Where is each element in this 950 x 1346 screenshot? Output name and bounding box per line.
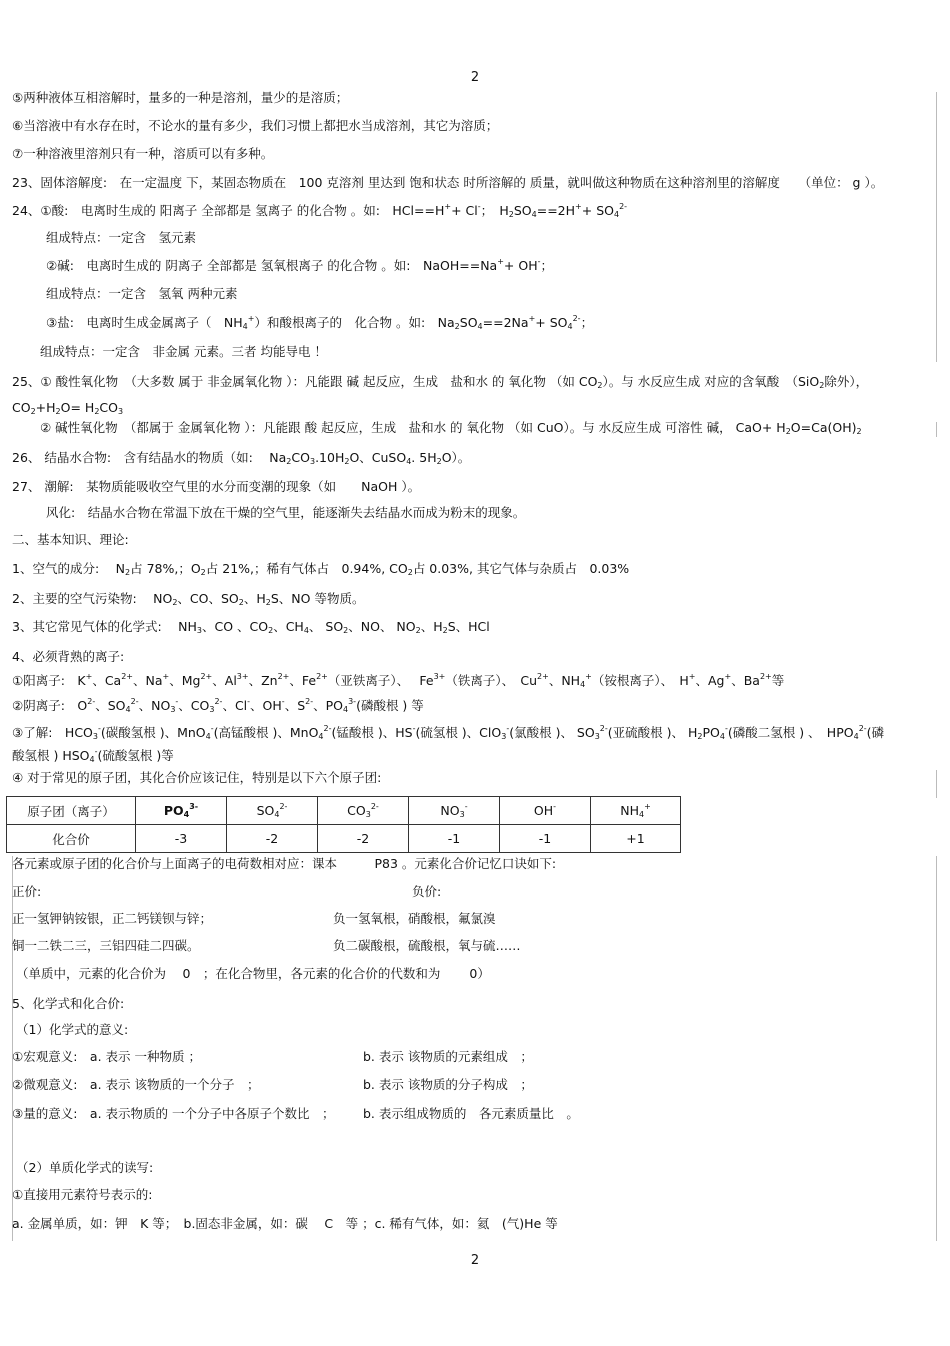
text-run: 、CH <box>273 619 304 634</box>
page-number-top: 2 <box>470 70 480 85</box>
text-run: (氯酸根 )、 SO <box>509 725 595 740</box>
text-run: 、NH <box>548 673 581 688</box>
text-run: 、PO <box>313 698 343 713</box>
text-run: 占 21%,；稀有气体占 0.94%, CO <box>205 561 408 576</box>
text-run: (碳酸氢根 )、MnO <box>100 725 206 740</box>
carbonic-acid-equation: $CO_2+H_2O= H_2CO_3$ <box>12 400 124 416</box>
text-run: 、SO <box>95 698 126 713</box>
section-heading: 二、基本知识、理论: <box>12 532 129 547</box>
text-run: 1、空气的成分: N <box>12 561 125 576</box>
text-run: ③了解: HCO <box>12 725 93 740</box>
text-run: ② 碱性氧化物 （都属于 金属氧化物 ）：凡能跟 酸 起反应，生成 盐和水 的 氧化物 （如 CuO）。与 水反应生成 可溶性 碱， CaO+ H <box>40 420 786 435</box>
text-run: 、Na <box>133 673 163 688</box>
text-run: (高锰酸根 )、MnO <box>213 725 319 740</box>
text-run: . 5H <box>411 450 437 465</box>
text-run: (亚硫酸根 )、 H <box>607 725 698 740</box>
text-line: （单质中，元素的化合价为 0 ；在化合物里，各元素的化合价的代数和为 0） <box>16 966 490 981</box>
text-run: S、HCl <box>447 619 490 634</box>
text-run: 、Ag <box>695 673 725 688</box>
text-run: 、Ba <box>731 673 760 688</box>
text-run: O）。 <box>441 450 471 465</box>
text-line: 4、必须背熟的离子: <box>12 649 125 664</box>
text-line: 铜一二铁二三，三铝四硅二四碳。 <box>12 938 200 953</box>
text-run: ②阴离子: O <box>12 698 88 713</box>
text-run: 25、① 酸性氧化物 （大多数 属于 非金属氧化物 ）：凡能跟 碱 起反应，生成 盐和水 的 氧化物 （如 CO <box>12 374 598 389</box>
base-definition: ②碱: 电离时生成的 阴离子 全部都是 氢氧根离子 的化合物 。如: NaOH==Na++ OH-； <box>46 257 554 273</box>
text-run: 、S <box>284 698 306 713</box>
text-line: 负一氢氧根，硝酸根，氟氯溴 <box>333 911 496 926</box>
text-run: O= H <box>60 400 95 415</box>
text-run: CO <box>291 450 310 465</box>
text-run: 酸氢根 ) HSO <box>12 748 90 763</box>
text-line: 组成特点：一定含 氢元素 <box>46 230 197 245</box>
text-run: （铵根离子）、 H <box>591 673 689 688</box>
text-run: 除外）， <box>824 374 869 389</box>
text-run: 、H <box>243 591 266 606</box>
text-line: a. 金属单质，如：钾 K 等； b.固态非金属，如：碳 C 等 ；c. 稀有气体，如：氦 (气)He 等 <box>12 1216 558 1231</box>
text-line: ⑥当溶液中有水存在时，不论水的量有多少，我们习惯上都把水当成溶剂，其它为溶质； <box>12 118 499 133</box>
text-run: ①阳离子: K <box>12 673 86 688</box>
text-line: 风化: 结晶水合物在常温下放在干燥的空气里，能逐渐失去结晶水而成为粉末的现象。 <box>46 505 526 520</box>
text-run: SO <box>513 203 532 218</box>
text-run: ； <box>580 315 594 330</box>
table-header-cell: OH- <box>500 797 591 825</box>
text-run: 、NO、 NO <box>348 619 416 634</box>
text-run: + SO <box>581 203 614 218</box>
text-run: 、H <box>420 619 443 634</box>
hydrate-definition: 26、 结晶水合物: 含有结晶水的物质（如: $Na_2CO_3.10H_2O$、CuSO$_4$. $5H_2O$）。 <box>12 450 471 466</box>
table-cell: 化合价 <box>7 825 136 853</box>
table-header-cell: $NH_4^+$ <box>591 797 681 825</box>
text-run: ②碱: 电离时生成的 阴离子 全部都是 氢氧根离子 的化合物 。如: NaOH==Na <box>46 258 498 273</box>
text-run: 、NO <box>138 698 171 713</box>
text-line: ⑦一种溶液里溶剂只有一种，溶质可以有多种。 <box>12 146 274 161</box>
table-cell: -3 <box>136 825 227 853</box>
text-run: 、Mg <box>169 673 201 688</box>
text-run: O=Ca(OH) <box>790 420 857 435</box>
anions-line: ②阴离子: $O^{2-}$、$SO_4^{2-}$、$NO_3^-$、$CO_3^{2-}$、Cl-、OH-、$S^{2-}$、$PO_4^{3-}$(磷酸根 ) 等 <box>12 697 424 714</box>
other-ions-line-2: 酸氢根 ) $HSO_4^-$(硫酸氢根 )等 <box>12 747 174 764</box>
text-run: ）。与 水反应生成 对应的含氧酸 （SiO <box>602 374 820 389</box>
text-line: b. 表示 该物质的元素组成 ； <box>363 1049 533 1064</box>
air-composition: 1、空气的成分: $N_2$占 78%,；$O_2$占 21%,；稀有气体占 0.94%, $CO_2$占 0.03%, 其它气体与杂质占 0.03% <box>12 561 630 577</box>
text-run: 、Cl <box>222 698 248 713</box>
text-line: ⑤两种液体互相溶解时，量多的一种是溶剂，量少的是溶质； <box>12 90 349 105</box>
text-run: 占 78%,；O <box>130 561 201 576</box>
text-line: ②微观意义: a. 表示 该物质的一个分子 ； <box>12 1077 260 1092</box>
text-run: 3、其它常见气体的化学式: NH <box>12 619 197 634</box>
text-run: O、CuSO <box>349 450 407 465</box>
table-header-cell: $NO_3^-$ <box>409 797 500 825</box>
text-run: ③盐: 电离时生成金属离子（ NH <box>46 315 243 330</box>
text-run: S、NO 等物质。 <box>270 591 365 606</box>
gas-formulas: 3、其它常见气体的化学式: $NH_3$、CO 、$CO_2$、$CH_4$、 $SO_2$、NO、 $NO_2$、$H_2S$、HCl <box>12 619 490 635</box>
basic-oxide: ② 碱性氧化物 （都属于 金属氧化物 ）：凡能跟 酸 起反应，生成 盐和水 的 氧化物 （如 CuO）。与 水反应生成 可溶性 碱， $CaO+ H_2O=Ca(OH)_2$ <box>40 420 862 436</box>
text-line: ①宏观意义: a. 表示 一种物质 ； <box>12 1049 201 1064</box>
scan-rule <box>936 92 937 362</box>
text-line: ①直接用元素符号表示的: <box>12 1187 153 1202</box>
other-ions-line: ③了解: $HCO_3^-$(碳酸氢根 )、MnO$_4$-(高锰酸根 )、MnO$_4^{2-}$(锰酸根 )、HS-(硫氢根 )、ClO$_3$-(氯酸根 )、 $SO_3^{2-}$(亚硫酸根 )、 $H_2PO_4^-$(磷酸二氢根 ) 、 $HPO_4^{2-}$(磷 <box>12 724 885 741</box>
salt-definition: ③盐: 电离时生成金属离子（ $NH_4^+$）和酸根离子的 化合物 。如: $Na_2SO_4==2Na^++ SO_4^{2-}$； <box>46 314 594 331</box>
text-run: (硫酸氢根 )等 <box>97 748 174 763</box>
scan-rule <box>936 422 937 437</box>
text-run: .10H <box>315 450 345 465</box>
text-run: 、 SO <box>308 619 344 634</box>
table-header-cell: $SO_4^{2-}$ <box>227 797 318 825</box>
acid-definition: 24、①酸: 电离时生成的 阳离子 全部都是 氢离子 的化合物 。如: HCl==H++ Cl-； $H_2SO_4==2H^++ SO_4^{2-}$ <box>12 202 628 219</box>
text-line: ④ 对于常见的原子团，其化合价应该记住，特别是以下六个原子团: <box>12 770 382 785</box>
text-run: 、CO 、CO <box>201 619 269 634</box>
text-line: 负二碳酸根，硫酸根，氧与硫…… <box>333 938 521 953</box>
table-header-cell: $PO_4^{3-}$ <box>136 797 227 825</box>
text-run: 占 0.03%, 其它气体与杂质占 0.03% <box>412 561 630 576</box>
text-run: SO <box>459 315 478 330</box>
text-run: +H <box>35 400 56 415</box>
cations-line: ①阳离子: K+、$Ca^{2+}$、Na+、$Mg^{2+}$、$Al^{3+}$、$Zn^{2+}$、$Fe^{2+}$（亚铁离子）、 $Fe^{3+}$（铁离子）、 $Cu^{2+}$、$NH_4^+$（铵根离子）、 H+、Ag+、$Ba^{2+}$等 <box>12 672 785 689</box>
table-cell: +1 <box>591 825 681 853</box>
text-run: (磷 <box>866 725 885 740</box>
table-cell: -2 <box>318 825 409 853</box>
text-run: + SO <box>535 315 568 330</box>
text-line: （1）化学式的意义: <box>16 1022 129 1037</box>
text-run: 、Zn <box>248 673 278 688</box>
text-line: 27、 潮解: 某物质能吸收空气里的水分而变潮的现象（如 NaOH ）。 <box>12 479 421 494</box>
text-line: 负价: <box>412 884 442 899</box>
table-cell: -1 <box>500 825 591 853</box>
table-header-cell: $CO_3^{2-}$ <box>318 797 409 825</box>
text-run: 、CO、SO <box>177 591 239 606</box>
text-line: 组成特点：一定含 氢氧 两种元素 <box>46 286 238 301</box>
text-run: （铁离子）、 Cu <box>445 673 538 688</box>
text-run: CO <box>99 400 118 415</box>
text-run: 2、主要的空气污染物: NO <box>12 591 173 606</box>
text-run: 、OH <box>250 698 282 713</box>
text-run: 、Al <box>212 673 237 688</box>
text-line: 组成特点：一定含 非金属 元素。三者 均能导电 ！ <box>40 344 327 359</box>
text-run: ==2H <box>536 203 576 218</box>
text-line: 正一氢钾钠铵银，正二钙镁钡与锌； <box>12 911 213 926</box>
text-line: （2）单质化学式的读写: <box>16 1160 154 1175</box>
text-run: 、Fe <box>289 673 317 688</box>
text-run: 24、①酸: 电离时生成的 阳离子 全部都是 氢离子 的化合物 。如: HCl==H <box>12 203 445 218</box>
valence-table <box>6 796 681 853</box>
text-run: + OH <box>503 258 538 273</box>
text-run: ； H <box>480 203 509 218</box>
text-run: + Cl <box>451 203 478 218</box>
text-line: b. 表示组成物质的 各元素质量比 。 <box>363 1106 579 1121</box>
text-run: (硫氢根 )、ClO <box>415 725 502 740</box>
text-line: ③量的意义: a. 表示物质的 一个分子中各原子个数比 ； <box>12 1106 335 1121</box>
text-run: 等 <box>771 673 785 688</box>
text-line: 正价: <box>12 884 42 899</box>
text-run: 26、 结晶水合物: 含有结晶水的物质（如: Na <box>12 450 287 465</box>
table-header-cell: 原子团（离子） <box>7 797 136 825</box>
section-heading: 5、化学式和化合价: <box>12 996 125 1011</box>
acidic-oxide: 25、① 酸性氧化物 （大多数 属于 非金属氧化物 ）：凡能跟 碱 起反应，生成 盐和水 的 氧化物 （如 $CO_2$）。与 水反应生成 对应的含氧酸 （SiO$_2$除外）， <box>12 374 869 390</box>
text-run: ； <box>540 258 554 273</box>
text-run: ==2Na <box>482 315 529 330</box>
table-cell: -1 <box>409 825 500 853</box>
air-pollutants: 2、主要的空气污染物: $NO_2$、CO、$SO_2$、$H_2S$、NO 等物质。 <box>12 591 365 607</box>
text-run: (磷酸根 ) 等 <box>356 698 424 713</box>
text-run: (锰酸根 )、HS <box>331 725 413 740</box>
text-run: CO <box>12 400 31 415</box>
scan-rule <box>936 856 937 1241</box>
text-run: （亚铁离子）、 Fe <box>327 673 434 688</box>
text-run: 、Ca <box>92 673 122 688</box>
text-run: ）和酸根离子的 化合物 。如: Na <box>254 315 455 330</box>
page-number-bottom: 2 <box>470 1253 480 1268</box>
text-line: b. 表示 该物质的分子构成 ； <box>363 1077 533 1092</box>
text-line: 各元素或原子团的化合价与上面离子的电荷数相对应：课本 P83 。元素化合价记忆口诀如下: <box>12 856 557 871</box>
scan-rule <box>936 770 937 798</box>
text-line: 23、固体溶解度: 在一定温度 下，某固态物质在 100 克溶剂 里达到 饱和状态 时所溶解的 质量，就叫做这种物质在这种溶剂里的溶解度 （单位： g ）。 <box>12 175 884 190</box>
table-row <box>7 797 681 825</box>
text-run: 、CO <box>178 698 210 713</box>
table-row <box>7 825 681 853</box>
text-run: PO <box>702 725 720 740</box>
text-run: (磷酸二氢根 ) 、 HPO <box>727 725 854 740</box>
table-cell: -2 <box>227 825 318 853</box>
